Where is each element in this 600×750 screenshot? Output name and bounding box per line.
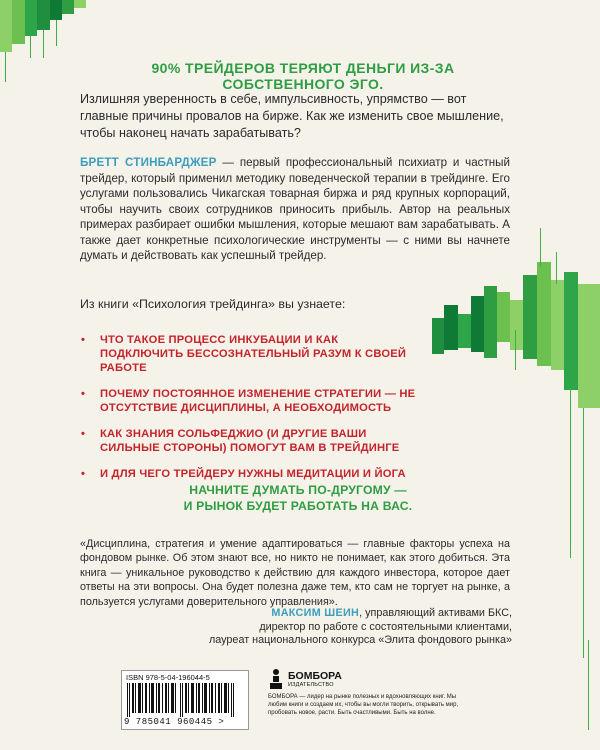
barcode-bars	[125, 683, 245, 717]
decor-bar	[0, 0, 12, 52]
decor-bar	[510, 300, 523, 350]
decor-line	[540, 228, 541, 266]
bullet-marker: •	[81, 468, 86, 480]
decor-line	[56, 20, 57, 46]
call-to-action	[148, 482, 448, 514]
bullet-list	[80, 333, 420, 493]
decor-bar	[62, 0, 74, 14]
headline: 90% ТРЕЙДЕРОВ ТЕРЯЮТ ДЕНЬГИ ИЗ-ЗА СОБСТВЕННОГО ЭГО.	[151, 60, 455, 92]
cta-line-2: И РЫНОК БУДЕТ РАБОТАТЬ НА ВАС.	[183, 499, 413, 513]
cta-line-1: НАЧНИТЕ ДУМАТЬ ПО-ДРУГОМУ —	[189, 483, 407, 497]
author-bio-name: БРЕТТ СТИНБАРДЖЕР	[80, 156, 217, 169]
decor-bar	[37, 0, 50, 30]
decor-bar	[25, 0, 37, 36]
decor-line	[5, 52, 6, 82]
author-role-3: лауреат национального конкурса «Элита фондового рынка»	[208, 634, 512, 646]
publisher-logo-icon	[268, 668, 284, 690]
decor-bar	[471, 296, 484, 352]
decor-line	[588, 640, 589, 730]
decor-bar	[458, 314, 471, 348]
testimonial-quote: «Дисциплина, стратегия и умение адаптироваться — главные факторы успеха на фондовом рынке. Об этом знают все, но никто не понимает, как этого добиться. Эта книга — уникальное руководство к действию для каждого инвестора, которое дает ответы на эти вопросы. Она будет полезна даже тем, кто сам не торгует на рынке, а пользуется услугами доверительного управления».	[80, 538, 510, 608]
decor-bar	[551, 280, 564, 370]
author-bio-text: — первый профессиональный психиатр и частный трейдер, который применил методику поведенческой терапии в трейдинге. Его услугами пользовались Чикагская товарная биржа и ряд крупных корпораций, чтобы научить своих сотрудников приносить прибыль. Автор на реальных примерах разбирает ошибки мышления, которые мешают вам зарабатывать. А также дает конкретные психологические инструменты — с ними вы начнете думать и действовать как успешный трейдер.	[80, 156, 510, 262]
decor-bar	[537, 262, 551, 366]
decor-bar	[432, 318, 444, 354]
barcode	[121, 670, 249, 730]
decor-bar	[74, 0, 86, 8]
decor-line	[570, 388, 571, 558]
bullet-item	[80, 333, 420, 375]
bullet-marker: •	[81, 428, 86, 440]
decor-line	[556, 252, 557, 284]
bullet-text: ПОЧЕМУ ПОСТОЯННОЕ ИЗМЕНЕНИЕ СТРАТЕГИИ — НЕ ОТСУТСТВИЕ ДИСЦИПЛИНЫ, А НЕОБХОДИМОСТЬ	[100, 388, 416, 414]
intro-paragraph: Излишняя уверенность в себе, импульсивность, упрямство — вот главные причины провалов на бирже. Как же изменить свое мышление, чтобы наконец начать зарабатывать?	[80, 92, 504, 140]
decor-bar	[564, 272, 578, 390]
decor-line	[30, 36, 31, 58]
decor-bar	[523, 275, 537, 359]
bullet-item	[80, 467, 420, 481]
bullet-item	[80, 387, 420, 415]
decor-line	[583, 408, 584, 658]
publisher-logo-text: БОМБОРА	[288, 670, 342, 682]
isbn-label: ISBN 978-5-04-196044-5	[126, 673, 210, 682]
decor-bar	[50, 0, 62, 20]
publisher-description: БОМБОРА — лидер на рынке полезных и вдохновляющих книг. Мы любим книги и создаем их, чтобы вы могли творить, открывать мир, пробовать новое, расти. Быть счастливыми. Быть на волне.	[268, 694, 459, 716]
author-name: МАКСИМ ШЕИН	[271, 607, 360, 619]
bullet-marker: •	[81, 388, 86, 400]
decor-bar	[444, 305, 458, 350]
author-line-1	[200, 607, 512, 621]
decor-bar	[484, 286, 497, 358]
learn-title: Из книги «Психология трейдинга» вы узнаете:	[80, 297, 346, 311]
publisher-logo-subtitle: ИЗДАТЕЛЬСТВО	[288, 682, 334, 688]
bullet-text: КАК ЗНАНИЯ СОЛЬФЕДЖИО (И ДРУГИЕ ВАШИ СИЛЬНЫЕ СТОРОНЫ) ПОМОГУТ ВАМ В ТРЕЙДИНГЕ	[100, 428, 400, 454]
author-role-1: , управляющий активами БКС,	[359, 607, 512, 619]
author-bio	[80, 155, 510, 264]
decor-line	[43, 30, 44, 58]
decor-line	[515, 330, 516, 370]
bullet-marker: •	[81, 334, 86, 346]
bullet-text: И ДЛЯ ЧЕГО ТРЕЙДЕРУ НУЖНЫ МЕДИТАЦИИ И ЙОГА	[100, 468, 406, 480]
barcode-number: 9 785041 960445 >	[124, 717, 225, 727]
decor-bar	[578, 284, 600, 408]
testimonial-author	[200, 607, 512, 648]
decor-bar	[12, 0, 25, 44]
author-role-2: директор по работе с состоятельными клиентами,	[259, 620, 512, 633]
bullet-text: ЧТО ТАКОЕ ПРОЦЕСС ИНКУБАЦИИ И КАК ПОДКЛЮЧИТЬ БЕССОЗНАТЕЛЬНЫЙ РАЗУМ К СВОЕЙ РАБОТЕ	[100, 334, 407, 374]
bullet-item	[80, 427, 420, 455]
decor-bar	[497, 292, 510, 342]
